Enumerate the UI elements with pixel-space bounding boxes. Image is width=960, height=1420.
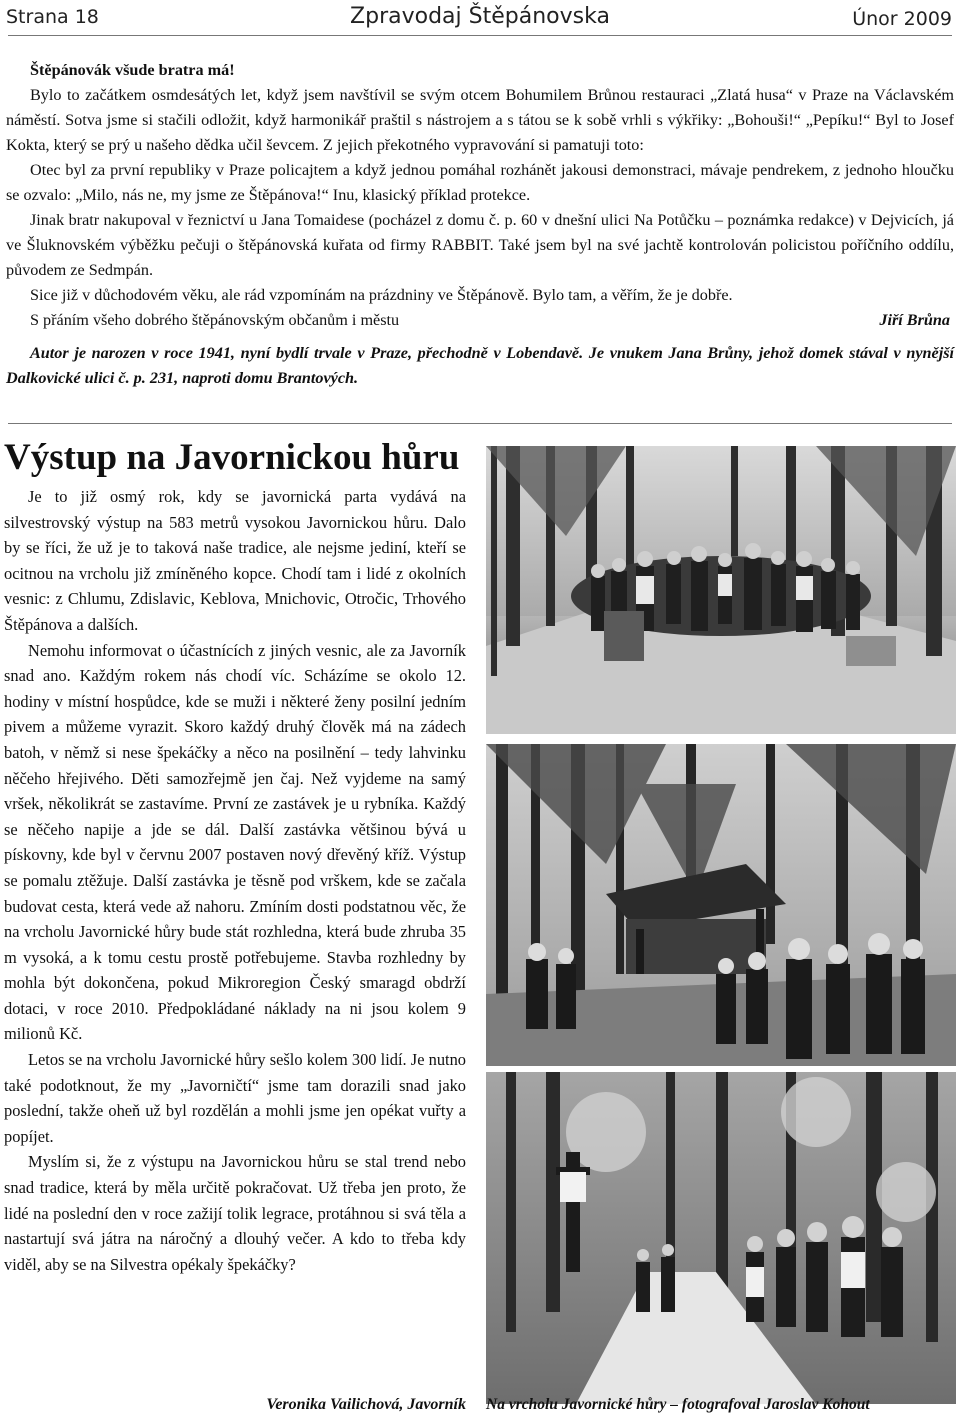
- article-paragraph: Myslím si, že z výstupu na Javornickou hůru se stal trend nebo snad tradice, která by měla určitě pokračovat. Už třeba jen proto, že lidé na poslední den v roce zažijí tolik legrace, protáhnou si svá těla a nastartují svá játra na náročný a dlouhý večer. A kdo to třeba kdy viděl, aby se na Silvestra opékaly špekáčky?: [4, 1152, 466, 1274]
- header-rule: [8, 35, 952, 36]
- photo-forest-path-image: [486, 1072, 956, 1404]
- article-paragraph: Je to již osmý rok, kdy se javornická parta vydává na silvestrovský výstup na 583 metrů vysokou Javornickou hůru. Dalo by se říci, že už je to taková naše tradice, ale nejsme jediní, kteří se ocitnou na vrcholu již zmíněného kopce. Chodí tam i lidé z okolních vesnic: z Chlumu, Zdislavic, Keblova, Mnichovic, Otročic, Trhového Štěpánova a dalších.: [4, 487, 466, 634]
- letter-heading: Štěpánovák všude bratra má!: [30, 61, 235, 79]
- author-note: Autor je narozen v roce 1941, nyní bydlí trvale v Praze, přechodně v Lobendavě. Je vnukem Jana Brůny, jehož domek stával v nynější Dalkovické ulici č. p. 231, naproti domu Brantových.: [6, 344, 954, 387]
- letter-paragraph: Bylo to začátkem osmdesátých let, když jsem navštívil se svým otcem Bohumilem Brůnou restauraci „Zlatá husa“ v Praze na Václavském náměstí. Sotva jsme si stačili odložit, když harmonikář praštil s nástrojem a s tátou se k sobě vrhli s výkřiky: „Bohouši!“ „Pepíku!“ Byl to Josef Kokta, který se prý u našeho dědka učil ševcem. Z jejich překotného vypravování si pamatuji toto:: [6, 86, 954, 154]
- letter-signature: Jiří Brůna: [879, 311, 950, 329]
- article-title: Výstup na Javornickou hůru: [4, 437, 460, 478]
- photo-forest-path: [486, 1072, 956, 1404]
- letter-paragraph: Otec byl za první republiky v Praze policajtem a když jednou pomáhal rozhánět jakousi demonstraci, mávaje pendrekem, z jednoho hloučku se ozvalo: „Milo, nás ne, my jsme ze Štěpánova!“ Inu, klasický příklad protekce.: [6, 161, 954, 204]
- photo-crowd-clearing-image: [486, 446, 956, 734]
- photo-caption: Na vrcholu Javornické hůry – fotografoval Jaroslav Kohout: [486, 1396, 870, 1413]
- publication-title: Zpravodaj Štěpánovska: [350, 4, 610, 29]
- letter-section: [6, 58, 954, 391]
- section-rule: [8, 423, 952, 424]
- article-paragraph: Nemohu informovat o účastnících z jiných vesnic, ale za Javorník snad ano. Každým rokem nás chodí víc. Scházíme se okolo 12. hodiny v místní hospůdce, kde se muži i některé ženy posilní jedním pivem a můžeme vyrazit. Skoro každý druhý člověk má na zádech batoh, v němž si nese špekáčky a něco na posilnění – tedy lahvinku něčeho hřejivého. Děti samozřejmě jen čaj. Než vyjdeme na samý vršek, několikrát se zastavíme. První ze zastávek je u rybníka. Každý se něčeho napije a jde se dál. Další zastávka většinou bývá u pískovny, kde byl v červnu 2007 postaven nový dřevěný kříž. Výstup se pomalu ztěžuje. Další zastávka je těsně pod vrškem, kde se začala budovat cesta, která vede až nahoru. Zmíním dosti podstatnou věc, že na vrcholu Javornické hůry bude stát rozhledna, která bude zhruba 35 m vysoká, a k tomu cestu prostě potřebujeme. Stavba rozhledny by mohla být dokončena, pokud Mikroregion Český smaragd obdrží dotaci, v roce 2010. Předpokládané náklady na ni jsou kolem 9 milionů Kč.: [4, 640, 466, 1044]
- photo-column: [486, 446, 956, 1404]
- letter-paragraph: Jinak bratr nakupoval v řeznictví u Jana Tomaidese (pocházel z domu č. p. 60 v dnešní ulici Na Potůčku – poznámka redakce) v Dejvicích, já ve Šluknovském výběžku pečuji o štěpánovská kuřata od firmy RABBIT. Také jsem byl na své jachtě kontrolován policistou poříčního oddílu, původem ze Sedmpán.: [6, 211, 954, 279]
- photo-shelter-image: [486, 744, 956, 1066]
- letter-paragraph: Sice již v důchodovém věku, ale rád vzpomínám na prázdniny ve Štěpánově. Bylo tam, a věřím, že je dobře.: [30, 286, 733, 304]
- letter-closing: S přáním všeho dobrého štěpánovským občanům i městu: [30, 311, 400, 329]
- article-paragraph: Letos se na vrcholu Javornické hůry sešlo kolem 300 lidí. Je nutno také podotknout, že my „Javorničtí“ jsme tam dorazili snad jako poslední, takže oheň už byl rozdělán a mohli jsme jen opékat vuřty a popíjet.: [4, 1050, 466, 1146]
- photo-shelter: [486, 744, 956, 1066]
- page-header: [0, 0, 960, 34]
- article-body: [4, 484, 466, 1277]
- photo-crowd-clearing: [486, 446, 956, 734]
- letter-closing-line: [6, 308, 954, 333]
- page-number: Strana 18: [6, 6, 99, 28]
- issue-date: Únor 2009: [852, 8, 952, 30]
- article-byline: Veronika Vailichová, Javorník: [266, 1396, 466, 1413]
